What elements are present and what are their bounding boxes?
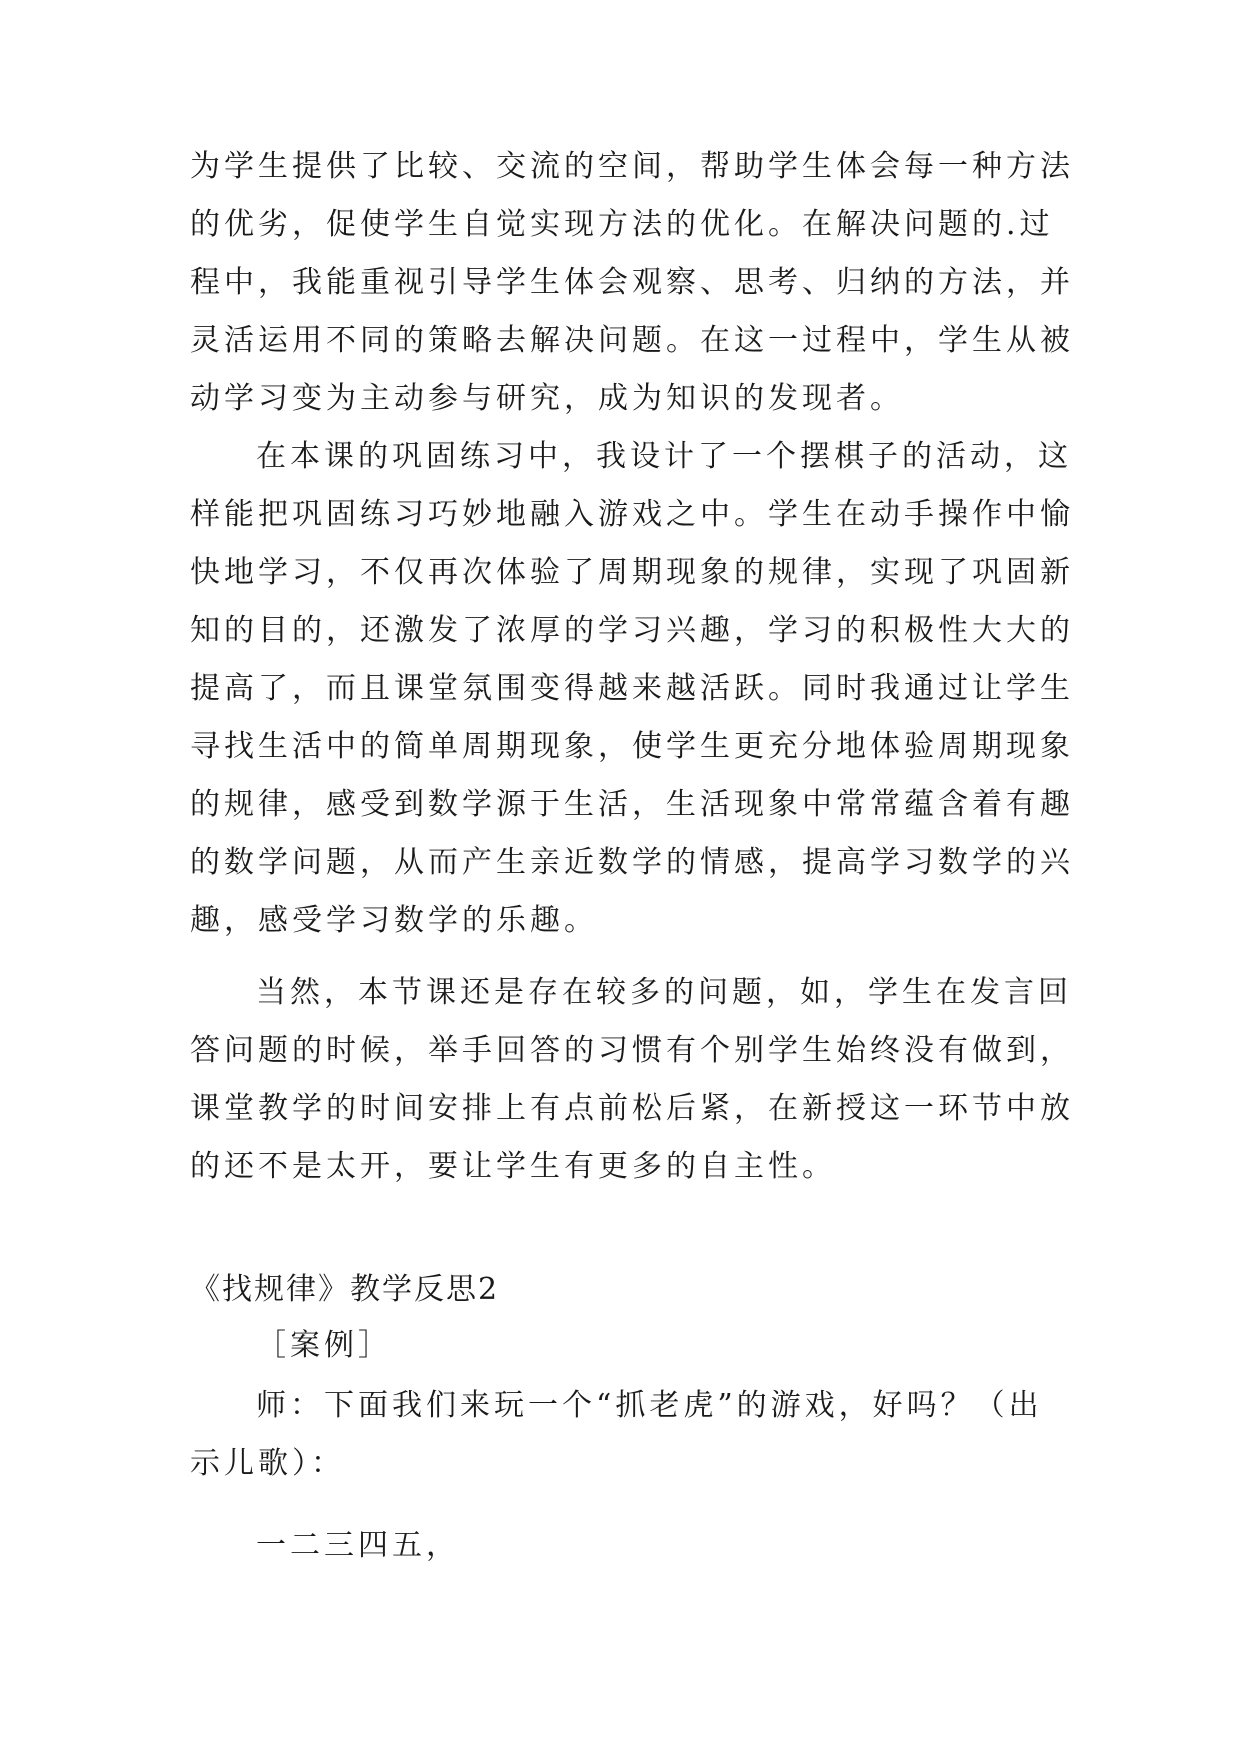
paragraph-line: 快地学习，不仅再次体验了周期现象的规律，实现了巩固新: [190, 555, 1074, 590]
section-title: 《找规律》教学反思2: [190, 1272, 500, 1307]
case-label: ［案例］: [256, 1328, 392, 1363]
paragraph-line: 动学习变为主动参与研究，成为知识的发现者。: [190, 381, 904, 416]
paragraph-line: 的规律，感受到数学源于生活，生活现象中常常蕴含着有趣: [190, 787, 1074, 822]
paragraph-line: 寻找生活中的简单周期现象，使学生更充分地体验周期现象: [190, 729, 1074, 764]
paragraph-line: 的数学问题，从而产生亲近数学的情感，提高学习数学的兴: [190, 845, 1074, 880]
paragraph-line: 的还不是太开，要让学生有更多的自主性。: [190, 1149, 836, 1184]
paragraph-line: 的优劣，促使学生自觉实现方法的优化。在解决问题的.过: [190, 207, 1054, 242]
paragraph-line: 灵活运用不同的策略去解决问题。在这一过程中，学生从被: [190, 323, 1074, 358]
paragraph-line: 当然，本节课还是存在较多的问题，如，学生在发言回: [256, 975, 1072, 1010]
paragraph-line: 提高了，而且课堂氛围变得越来越活跃。同时我通过让学生: [190, 671, 1074, 706]
paragraph-line: 为学生提供了比较、交流的空间，帮助学生体会每一种方法: [190, 149, 1074, 184]
dialogue-line: 师：下面我们来玩一个“抓老虎”的游戏，好吗？（出: [256, 1388, 1043, 1423]
paragraph-line: 在本课的巩固练习中，我设计了一个摆棋子的活动，这: [256, 439, 1072, 474]
paragraph-line: 课堂教学的时间安排上有点前松后紧，在新授这一环节中放: [190, 1091, 1074, 1126]
paragraph-line: 答问题的时候，举手回答的习惯有个别学生始终没有做到，: [190, 1033, 1074, 1068]
paragraph-line: 知的目的，还激发了浓厚的学习兴趣，学习的积极性大大的: [190, 613, 1074, 648]
paragraph-line: 样能把巩固练习巧妙地融入游戏之中。学生在动手操作中愉: [190, 497, 1074, 532]
paragraph-line: 趣，感受学习数学的乐趣。: [190, 903, 598, 938]
song-line: 一二三四五，: [256, 1528, 460, 1563]
paragraph-line: 程中，我能重视引导学生体会观察、思考、归纳的方法，并: [190, 265, 1074, 300]
dialogue-line: 示儿歌）：: [190, 1446, 345, 1481]
